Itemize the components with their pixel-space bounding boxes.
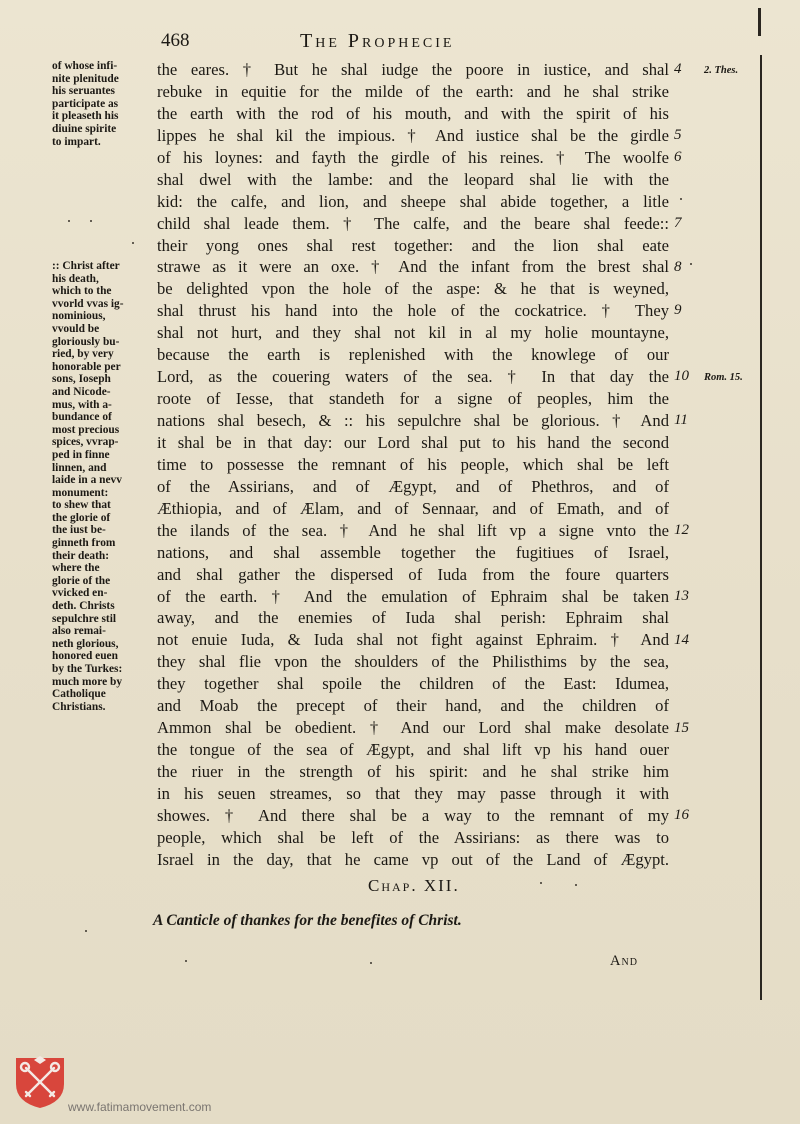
text-line: showes. † And there shal be a way to the remnant of my — [157, 805, 669, 825]
verse-number: 16 — [674, 807, 689, 824]
text-line: time to possesse the remnant of his people, which shal be left — [157, 454, 669, 474]
ink-speck — [370, 962, 372, 964]
text-line: and Moab the precept of their hand, and the children of — [157, 696, 669, 716]
margin-gloss-line: glorie of the — [52, 574, 111, 587]
text-line: nations, and shal assemble together the fugitiues of Israel, — [157, 542, 669, 562]
margin-gloss-line: sepulchre stil — [52, 612, 117, 625]
verse-number: 14 — [674, 631, 689, 648]
scripture-text — [157, 59, 669, 871]
ink-speck — [575, 884, 577, 886]
verse-number: 12 — [674, 521, 689, 538]
margin-gloss-line: participate as — [52, 97, 119, 110]
text-line: not enuie Iuda, & Iuda shal not fight against Ephraim. † And — [157, 630, 669, 650]
text-line: shal not hurt, and they shal not kil in al my holie mountayne, — [157, 323, 669, 343]
margin-gloss-line: of whose infi- — [52, 60, 118, 72]
text-line: and shal gather the dispersed of Iuda from the foure quarters — [157, 564, 669, 584]
margin-gloss-line: nominious, — [52, 310, 106, 323]
verse-number: 6 — [674, 148, 682, 165]
margin-gloss-line: spices, vvrap- — [52, 436, 119, 449]
ink-speck — [680, 198, 682, 200]
text-line: be delighted vpon the hole of the aspe: & he that is weyned, — [157, 279, 669, 299]
margin-gloss-line: deth. Christs — [52, 600, 115, 613]
chapter-title: Chap. XII. — [368, 876, 460, 895]
text-line: the eares. † But he shal iudge the poore in iustice, and shal — [157, 60, 669, 79]
margin-gloss-line: gloriously bu- — [52, 335, 120, 348]
page-number: 468 — [161, 30, 190, 51]
page-header — [0, 28, 800, 58]
chapter-summary: A Canticle of thankes for the benefites of Christ. — [153, 912, 462, 929]
margin-gloss-top — [52, 60, 156, 148]
margin-gloss-line: much more by — [52, 675, 123, 688]
text-line: the ilands of the sea. † And he shal lift vp a signe vnto the — [157, 520, 669, 540]
margin-gloss-line: laide in a nevv — [52, 474, 122, 487]
margin-gloss-line: ped in finne — [52, 448, 110, 461]
text-line: lippes he shal kil the impious. † And iustice shal be the girdle — [157, 125, 669, 145]
margin-gloss-line: vvould be — [52, 322, 100, 335]
catchword: And — [610, 953, 638, 969]
watermark-url[interactable]: www.fatimamovement.com — [68, 1100, 212, 1114]
margin-gloss-line: and Nicode- — [52, 385, 111, 398]
margin-gloss-line: the iust be- — [52, 524, 106, 537]
margin-gloss-line: his death, — [52, 272, 99, 285]
margin-gloss-line: ried, by very — [52, 348, 114, 361]
margin-gloss-line: bundance of — [52, 411, 112, 424]
margin-gloss-line: honorable per — [52, 360, 121, 373]
margin-gloss-line: where the — [52, 562, 100, 575]
text-line: Æthiopia, and of Ælam, and of Sennaar, and of Emath, and of — [157, 498, 669, 518]
margin-gloss-line: Catholique — [52, 688, 106, 701]
verse-number: 11 — [674, 412, 688, 429]
text-line: the riuer in the strength of his spirit: and he shal strike him — [157, 762, 669, 781]
margin-gloss-line: which to the — [52, 285, 112, 298]
margin-gloss-line: neth glorious, — [52, 637, 119, 650]
verse-number: 9 — [674, 302, 682, 319]
margin-gloss-line: also remai- — [52, 625, 106, 638]
cross-reference-note: Rom. 15. — [704, 372, 743, 384]
verse-number: 15 — [674, 719, 689, 736]
ink-speck — [132, 242, 134, 244]
papal-keys-seal-icon — [12, 1054, 68, 1110]
text-line: shal thrust his hand into the hole of the cockatrice. † They — [157, 301, 669, 321]
page-edge-rule — [760, 55, 762, 1000]
text-line: of the earth. † And the emulation of Ephraim shal be taken — [157, 586, 669, 606]
margin-gloss-line: nite plenitude — [52, 72, 119, 85]
text-line: of the Assirians, and of Ægypt, and of Phethros, and of — [157, 476, 669, 496]
ink-speck — [540, 882, 542, 884]
margin-gloss-main — [52, 260, 156, 713]
text-line: rebuke in equitie for the milde of the earth: and he shal strike — [157, 81, 669, 101]
ink-speck — [690, 263, 692, 265]
margin-gloss-line: honored euen — [52, 650, 118, 663]
text-line: the earth with the rod of his mouth, and with the spirit of his — [157, 103, 669, 123]
margin-gloss-line: vvorld vvas ig- — [52, 297, 124, 310]
margin-gloss-line: sons, Ioseph — [52, 373, 111, 386]
margin-gloss-line: :: Christ after — [52, 260, 120, 272]
text-line: their yong ones shal rest together: and the lion shal eate — [157, 235, 669, 255]
margin-gloss-line: the glorie of — [52, 511, 111, 524]
text-line: of his loynes: and fayth the girdle of his reines. † The woolfe — [157, 147, 669, 167]
verse-number: 7 — [674, 214, 682, 231]
cross-reference-note: 2. Thes. — [704, 65, 739, 76]
text-line: child shal leade them. † The calfe, and the beare shal feede:: — [157, 213, 669, 233]
margin-gloss-line: to shew that — [52, 499, 111, 512]
text-line: Ammon shal be obedient. † And our Lord shal make desolate — [157, 718, 669, 738]
margin-gloss-line: monument: — [52, 486, 109, 499]
text-line: away, and the enemies of Iuda shal perish: Ephraim shal — [157, 608, 669, 628]
text-line: roote of Iesse, that standeth for a signe of peoples, him the — [157, 389, 669, 409]
text-line: the tongue of the sea of Ægypt, and shal lift vp his hand ouer — [157, 740, 669, 760]
verse-number: 13 — [674, 587, 689, 604]
margin-gloss-line: to impart. — [52, 135, 101, 148]
text-line: strawe as it were an oxe. † And the infant from the brest shal — [157, 257, 669, 277]
margin-gloss-line: their death: — [52, 549, 110, 562]
text-line: in his seuen streames, so that they may passe through it with — [157, 783, 669, 803]
text-line: people, which shal be left of the Assirians: as there was to — [157, 827, 669, 847]
text-line: they shal flie vpon the shoulders of the Philisthims by the sea, — [157, 652, 669, 672]
margin-gloss-line: his seruantes — [52, 85, 115, 98]
text-line: it shal be in that day: our Lord shal put to his hand the second — [157, 432, 669, 452]
ink-speck — [185, 960, 187, 962]
verse-number: 5 — [674, 126, 682, 143]
margin-gloss-line: ginneth from — [52, 537, 116, 550]
verse-number: 8 — [674, 258, 682, 275]
margin-gloss-line: mus, with a- — [52, 398, 112, 411]
margin-gloss-line: Christians. — [52, 700, 106, 713]
running-title: The Prophecie — [300, 30, 455, 52]
verse-number: 4 — [674, 61, 682, 77]
ink-speck — [68, 220, 70, 222]
margin-gloss-line: diuine spirite — [52, 122, 117, 135]
text-line: Lord, as the couering waters of the sea. † In that day the — [157, 367, 669, 387]
text-line: shal dwel with the lambe: and the leopard shal lie with the — [157, 169, 669, 189]
margin-gloss-line: vvicked en- — [52, 587, 108, 600]
text-line: nations shal besech, & :: his sepulchre shal be glorious. † And — [157, 411, 669, 430]
margin-gloss-line: linnen, and — [52, 461, 107, 474]
margin-gloss-line: most precious — [52, 423, 120, 436]
text-line: Israel in the day, that he came vp out of the Land of Ægypt. — [157, 849, 669, 869]
margin-gloss-line: by the Turkes: — [52, 663, 123, 675]
verse-number: 10 — [674, 368, 689, 385]
margin-gloss-line: it pleaseth his — [52, 110, 119, 123]
text-line: kid: the calfe, and lion, and sheepe shal abide together, a litle — [157, 191, 669, 211]
text-line: they together shal spoile the children of the East: Idumea, — [157, 674, 669, 694]
ink-speck — [85, 930, 87, 932]
text-line: because the earth is replenished with the knowlege of our — [157, 345, 669, 365]
ink-speck — [90, 220, 92, 222]
